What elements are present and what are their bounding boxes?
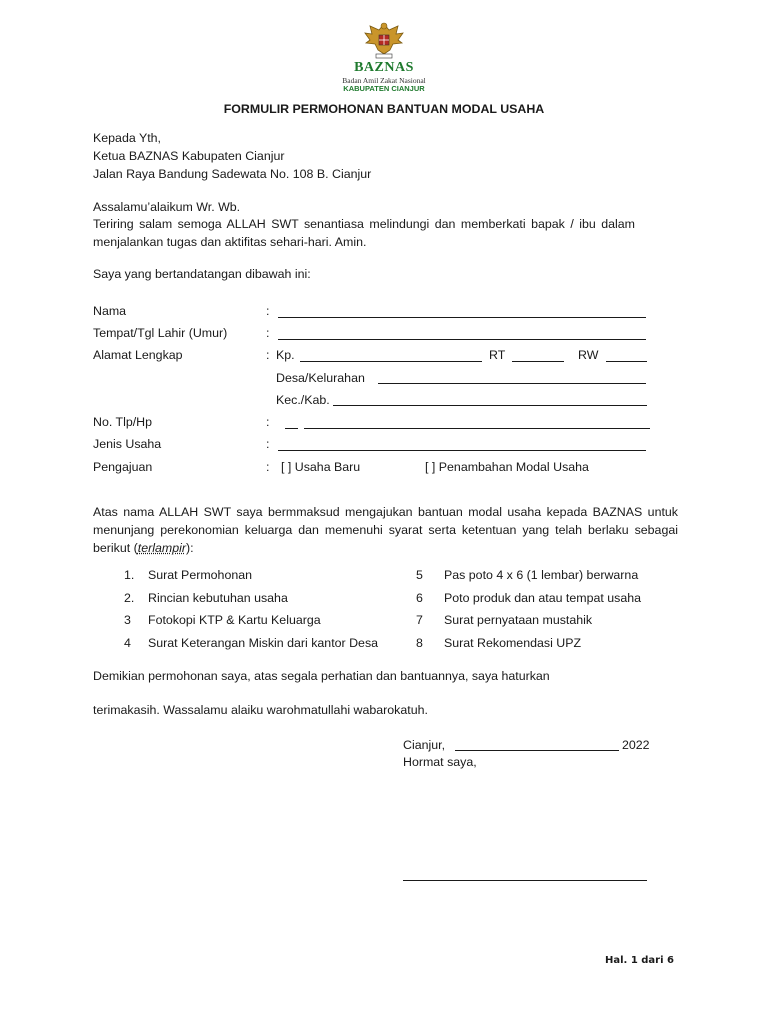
signature-date-line[interactable] [455, 750, 619, 751]
body-paragraph [93, 503, 678, 557]
req-item: Surat Rekomendasi UPZ [444, 636, 582, 650]
field-tlp-line-b[interactable] [304, 428, 650, 429]
field-kp-line[interactable] [300, 361, 482, 362]
label-alamat: Alamat Lengkap [93, 348, 183, 362]
address-line-1: Kepada Yth, [93, 131, 161, 145]
req-item: Poto produk dan atau tempat usaha [444, 591, 642, 605]
signature-regards: Hormat saya, [403, 755, 477, 769]
label-kec: Kec./Kab. [276, 393, 330, 407]
label-desa: Desa/Kelurahan [276, 371, 365, 385]
label-tlp: No. Tlp/Hp [93, 415, 152, 429]
body-text-part1: Atas nama ALLAH SWT saya bermmaksud mengajukan bantuan modal usaha kepada BAZNAS untuk menunjang perekonomian keluarga dan memenuhi syarat serta ketentuan yang telah berlaku sebagai berikut ( [93, 505, 678, 555]
baznas-logo [330, 20, 438, 92]
req-item: Surat pernyataan mustahik [444, 613, 593, 627]
req-number: 3 [124, 613, 131, 627]
field-rt-line[interactable] [512, 361, 564, 362]
field-rw-line[interactable] [606, 361, 647, 362]
req-item: Rincian kebutuhan usaha [148, 591, 288, 605]
closing-line-2: terimakasih. Wassalamu alaiku warohmatullahi wabarokatuh. [93, 703, 428, 717]
label-pengajuan: Pengajuan [93, 460, 153, 474]
greeting: Assalamu’alaikum Wr. Wb. [93, 200, 241, 214]
label-jenis-usaha: Jenis Usaha [93, 437, 162, 451]
req-item: Surat Keterangan Miskin dari kantor Desa [148, 636, 379, 650]
field-tlp-line-a[interactable] [285, 428, 298, 429]
req-number: 6 [416, 591, 423, 605]
signature-city: Cianjur, [403, 738, 446, 752]
signature-year: 2022 [622, 738, 650, 752]
address-line-2: Ketua BAZNAS Kabupaten Cianjur [93, 149, 285, 163]
field-kec-line[interactable] [333, 405, 647, 406]
option-penambahan-modal-checkbox[interactable]: [ ] Penambahan Modal Usaha [425, 460, 589, 474]
option-usaha-baru-checkbox[interactable]: [ ] Usaha Baru [281, 460, 361, 474]
req-number: 4 [124, 636, 131, 650]
req-item: Surat Permohonan [148, 568, 253, 582]
logo-place: KABUPATEN CIANJUR [343, 84, 425, 93]
body-text-part2: ): [185, 541, 194, 555]
label-rw: RW [578, 348, 599, 362]
colon: : [266, 415, 270, 429]
closing-line-1: Demikian permohonan saya, atas segala perhatian dan bantuannya, saya haturkan [93, 669, 550, 683]
field-ttl-line[interactable] [278, 339, 646, 340]
req-number: 5 [416, 568, 423, 582]
field-desa-line[interactable] [378, 383, 646, 384]
label-ttl: Tempat/Tgl Lahir (Umur) [93, 326, 228, 340]
page-number: Hal. 1 dari 6 [605, 955, 674, 966]
form-title: FORMULIR PERMOHONAN BANTUAN MODAL USAHA [223, 102, 545, 116]
label-kp: Kp. [276, 348, 295, 362]
field-nama-line[interactable] [278, 317, 646, 318]
signature-line[interactable] [403, 880, 647, 881]
label-rt: RT [489, 348, 506, 362]
req-number: 2. [124, 591, 135, 605]
garuda-emblem-icon [362, 20, 406, 60]
colon: : [266, 326, 270, 340]
body-text-italic: terlampir [137, 541, 186, 555]
address-line-3: Jalan Raya Bandung Sadewata No. 108 B. Cianjur [93, 167, 372, 181]
intro-paragraph: Teriring salam semoga ALLAH SWT senantiasa melindungi dan memberkati bapak / ibu dalam menjalankan tugas dan aktifitas sehari-hari. Amin. [93, 217, 635, 249]
req-number: 1. [124, 568, 135, 582]
req-item: Pas poto 4 x 6 (1 lembar) berwarna [444, 568, 639, 582]
logo-subtitle: Badan Amil Zakat Nasional [342, 76, 426, 85]
colon: : [266, 437, 270, 451]
colon: : [266, 304, 270, 318]
colon: : [266, 348, 270, 362]
req-number: 7 [416, 613, 423, 627]
field-jenis-usaha-line[interactable] [278, 450, 646, 451]
label-nama: Nama [93, 304, 127, 318]
undersigned-text: Saya yang bertandatangan dibawah ini: [93, 267, 311, 281]
logo-brand: BAZNAS [354, 60, 414, 75]
req-number: 8 [416, 636, 423, 650]
colon: : [266, 460, 270, 474]
req-item: Fotokopi KTP & Kartu Keluarga [148, 613, 321, 627]
